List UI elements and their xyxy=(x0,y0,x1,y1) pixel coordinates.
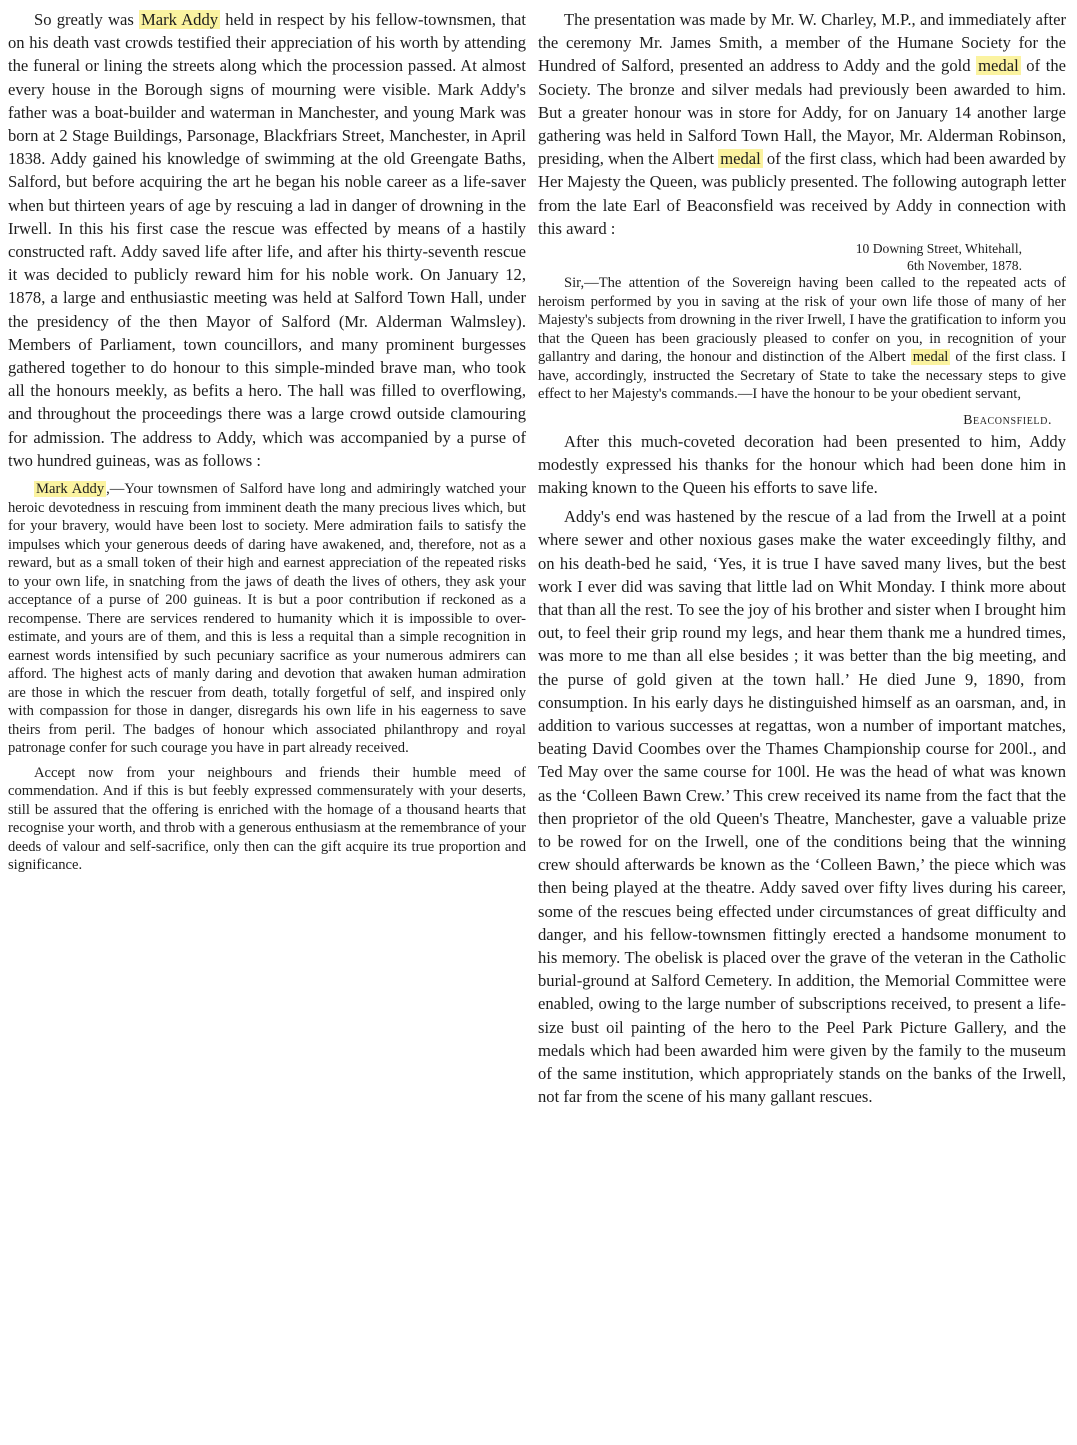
highlight-medal-1: medal xyxy=(978,56,1019,76)
address-closing: Accept now from your neighbours and friends their humble meed of commendation. And if this is but feebly expressed commensurately with your deserts, still be assured that the offering is enriched with the homage of a thousand hearts that recognise your worth, and throb with a generous enthusiasm at the remembrance of your deeds of valour and self-sacrifice, only then can the gift acquire its true proportion and significance. xyxy=(8,764,526,874)
highlight-mark-addy: Mark Addy xyxy=(140,10,219,29)
highlight-medal-2: medal xyxy=(720,149,761,169)
presentation-text-start: The presentation was made by Mr. W. Charley, M.P., and immediately after the ceremony Mr. James Smith, a member of the Humane Society for the Hundred of Salford, presented an address to Addy and the gold xyxy=(538,10,1066,76)
highlight-address-salutation: Mark Addy xyxy=(36,481,105,498)
presentation-text-end: of the first class, which had been awarded by Her Majesty the Queen, was publicly presented. The following autograph letter from the late Earl of Beaconsfield was received by Addy in connection with this award : xyxy=(538,149,1066,238)
letter-date: 6th November, 1878. xyxy=(907,258,1022,274)
presentation-paragraph xyxy=(538,8,1066,240)
letter-address xyxy=(538,240,1066,274)
letter-signature: Beaconsfield. xyxy=(963,411,1052,427)
end-paragraph: Addy's end was hastened by the rescue of a lad from the Irwell at a point where sewer and other noxious gases make the water exceedingly filthy, and on his death-bed he said, ‘Yes, it is true I have saved many lives, but the best work I ever did was saving that little lad on Whit Monday. I think more about that than all the rest. To see the joy of his brother and sister when I brought him out, to feel their grip round my legs, and hear them thank me a hundred times, was more to me than all else besides ; it was better than the big meeting, and the purse of gold given at the town hall.’ He died June 9, 1890, from consumption. In his early days he distinguished himself as an oarsman, and, in addition to various successes at regattas, won a number of important matches, beating David Coombes over the Thames Championship course for 200l., and Ted May over the same course for 100l. He was the head of what was known as the ‘Colleen Bawn Crew.’ This crew received its name from the fact that the then proprietor of the old Queen's Theatre, Manchester, gave a valuable prize to be rowed for on the Irwell, one of the conditions being that the winning crew should afterwards be known as the ‘Colleen Bawn,’ the piece which was then being played at the theatre. Addy saved over fifty lives during his career, some of the rescues being effected under circumstances of great difficulty and danger, and his fellow-townsmen fittingly erected a handsome monument to his memory. The obelisk is placed over the grave of the veteran in the Catholic burial-ground at Salford Cemetery. In addition, the Memorial Committee were enabled, owing to the large number of subscriptions received, to present a life-size bust oil painting of the hero to the Peel Park Picture Gallery, and the medals which had been awarded him were given by the family to the museum of the same institution, which appropriately stands on the banks of the Irwell, not far from the scene of his many gallant rescues. xyxy=(538,507,1066,1107)
address-body: ,—Your townsmen of Salford have long and admiringly watched your heroic devotedness in rescuing from imminent death the many precious lives which, but for your bravery, would have been lost to society. Mere admiration fails to satisfy the impulses which your generous deeds of daring have awakened, and, therefore, not as a reward, but as a small token of their high and earnest appreciation of the repeated risks to your own life, in snatching from the jaws of death the lives of others, they ask your acceptance of a purse of 200 guineas. It is but a poor contribution if reckoned as a recompense. There are services rendered to humanity which it is impossible to over-estimate, and yours are of them, and this is less a requital than a simple recognition in earnest words intensified by such pecuniary sacrifice as your numerous admirers can afford. The highest acts of manly daring and devotion that awaken human admiration are those in which the rescuer from death, totally forgetful of self, and inspired only with compassion for those in danger, disregards his own life in his eagerness to save theirs from peril. The badges of honour which associated philanthropy and royal patronage confer for such courage you have in part already received. xyxy=(8,481,526,757)
letter-text-start: Sir,—The attention of the Sovereign having been called to the repeated acts of heroism performed by you in saving at the risk of your own life those of many of her Majesty's subjects from drowning in the river Irwell, I have the gratification to inform you that the Queen has been graciously pleased to confer on you, in recognition of your gallantry and daring, the honour and distinction of the Albert xyxy=(538,275,1066,366)
letter-body xyxy=(538,274,1066,404)
right-column xyxy=(538,8,1066,1108)
after-decoration-paragraph: After this much-coveted decoration had been presented to him, Addy modestly expressed his thanks for the honour which had been done him in making known to the Queen his efforts to save life. xyxy=(538,431,1066,497)
intro-text-start: So greatly was xyxy=(34,10,139,29)
intro-paragraph xyxy=(8,8,526,472)
intro-text-rest: held in respect by his fellow-townsmen, that on his death vast crowds testified their appreciation of his worth by attending the funeral or lining the streets along which the procession passed. At almost every house in the Borough signs of mourning were visible. Mark Addy's father was a boat-builder and waterman in Manchester, and young Mark was born at 2 Stage Buildings, Parsonage, Blackfriars Street, Manchester, in April 1838. Addy gained his knowledge of swimming at the old Greengate Baths, Salford, but before acquiring the art he began his noble career as a life-saver when but thirteen years of age by rescuing a lad in danger of drowning in the Irwell. In this his first case the rescue was effected by means of a hastily constructed raft. Addy saved life after life, and after his thirty-seventh rescue it was decided to publicly reward him for his noble work. On January 12, 1878, a large and enthusiastic meeting was held at Salford Town Hall, under the presidency of the then Mayor of Salford (Mr. Alderman Walmsley). Members of Parliament, town councillors, and many prominent burgesses gathered together to do honour to this simple-minded brave man, who took all the honours meekly, as befits a hero. The hall was filled to overflowing, and throughout the proceedings there was a large crowd outside clamouring for admission. The address to Addy, which was accompanied by a purse of two hundred guineas, was as follows : xyxy=(8,10,526,470)
letter-address-line1: 10 Downing Street, Whitehall, xyxy=(855,241,1022,257)
highlight-medal-3: medal xyxy=(912,349,949,366)
address-paragraph xyxy=(8,480,526,758)
left-column xyxy=(8,8,526,875)
presentation-text-middle: of the Society. The bronze and silver medals had previously been awarded to him. But a greater honour was in store for Addy, for on January 14 another large gathering was held in Salford Town Hall, the Mayor, Mr. Alderman Robinson, presiding, when the Albert xyxy=(538,56,1066,169)
letter-text-end: of the first class. I have, accordingly, instructed the Secretary of State to take the necessary steps to give effect to her Majesty's commands.—I have the honour to be your obedient servant, xyxy=(538,349,1066,403)
